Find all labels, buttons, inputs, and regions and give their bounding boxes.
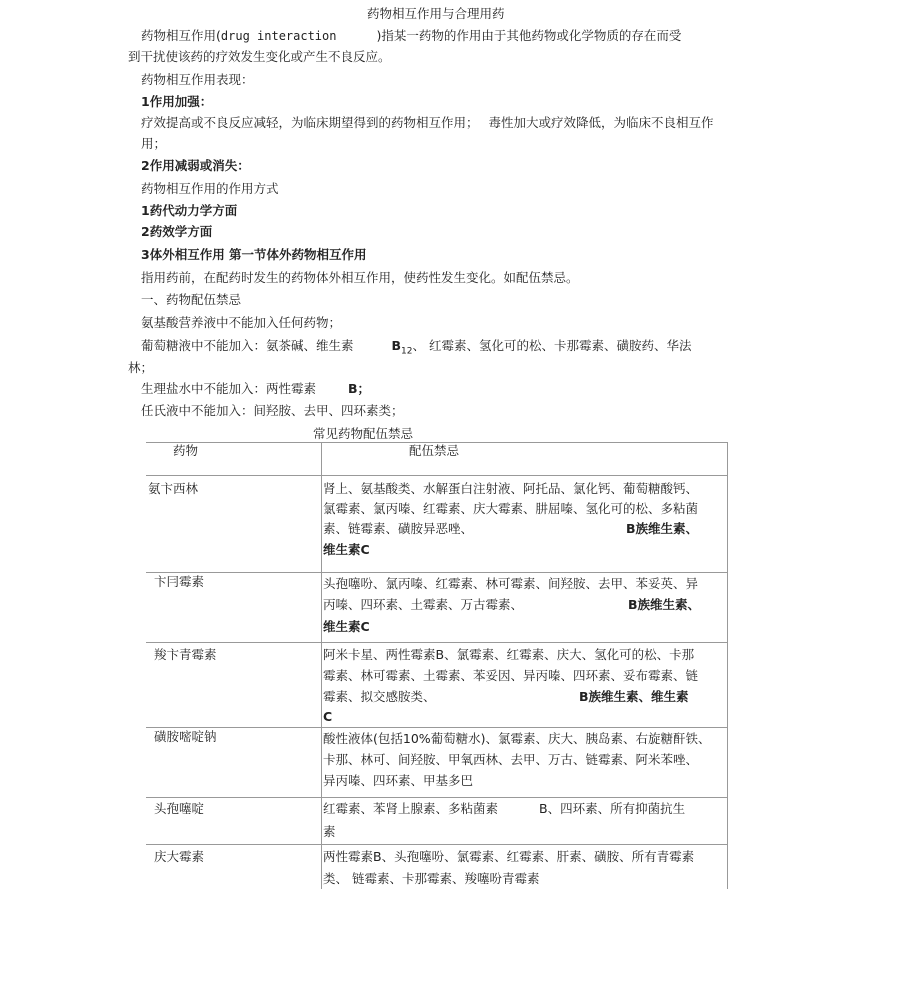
table-row [146, 727, 728, 797]
text-line: 氨基酸营养液中不能加入任何药物； [141, 315, 342, 330]
incompatibility-line: 两性霉素B、头孢噻吩、氯霉素、红霉素、肝素、磺胺、所有青霉素 [323, 849, 695, 864]
text-line: 药物相互作用的作用方式 [141, 181, 279, 196]
text-segment: 、 红霉素、氢化可的松、卡那霉素、磺胺药、华法 [412, 338, 692, 353]
definition-line-2: 到干扰使该药的疗效发生变化或产生不良反应。 [128, 49, 391, 64]
definition-line-1 [141, 28, 681, 44]
drug-name: 磺胺嘧啶钠 [154, 729, 217, 744]
drug-name: 头孢噻啶 [154, 801, 205, 816]
incompatibility-tail: B族维生素、维生素 [579, 689, 689, 704]
incompatibility-line: C [323, 709, 333, 724]
text-line: 药物相互作用表现： [141, 72, 254, 87]
table-caption: 常见药物配伍禁忌 [313, 426, 414, 441]
incompatibility-line: 维生素C [323, 619, 370, 634]
table-row [146, 475, 728, 572]
text-line [141, 381, 370, 397]
drug-name: 庆大霉素 [154, 849, 205, 864]
incompatibility-tail: B族维生素、 [628, 597, 701, 612]
incompatibility-line: 肾上、氨基酸类、水解蛋白注射液、阿托品、氯化钙、葡萄糖酸钙、 [323, 481, 699, 496]
section-heading: 一、药物配伍禁忌 [141, 292, 242, 307]
text-segment: B； [348, 381, 371, 396]
table-row [146, 844, 728, 889]
text-line: 林； [128, 360, 154, 375]
text-line [141, 115, 714, 131]
incompatibility-line: 头孢噻吩、氯丙嗪、红霉素、林可霉素、间羟胺、去甲、苯妥英、异 [323, 576, 699, 591]
text-line [141, 338, 691, 360]
incompatibility-line: 红霉素、苯肾上腺素、多粘菌素 [323, 801, 499, 816]
heading-line: 1作用加强： [141, 94, 213, 109]
incompatibility-line: 素 [323, 824, 336, 839]
incompatibility-line: 霉素、拟交感胺类、 [323, 689, 436, 704]
text-segment: 疗效提高或不良反应减轻，为临床期望得到的药物相互作用； [141, 115, 479, 130]
incompatibility-line: 类、 链霉素、卡那霉素、羧噻吩青霉素 [323, 871, 540, 886]
heading-line: 1药代动力学方面 [141, 203, 238, 218]
heading-line: 3体外相互作用 第一节体外药物相互作用 [141, 247, 367, 262]
header-drug: 药物 [173, 443, 199, 458]
table-row [146, 797, 728, 844]
doc-title: 药物相互作用与合理用药 [367, 6, 505, 21]
definition-term: drug interaction [220, 29, 337, 43]
incompatibility-line: 卡那、林可、间羟胺、甲氧西林、去甲、万古、链霉素、阿米苯唑、 [323, 752, 699, 767]
incompatibility-tail: B族维生素、 [626, 521, 699, 536]
incompatibility-line: 丙嗪、四环素、土霉素、万古霉素、 [323, 597, 524, 612]
incompatibility-line: 异丙嗪、四环素、甲基多巴 [323, 773, 474, 788]
text-line: 任氏液中不能加入：间羟胺、去甲、四环素类； [141, 403, 404, 418]
text-segment: 葡萄糖液中不能加入：氨茶碱、维生素 [141, 338, 354, 353]
incompatibility-line: 酸性液体(包括10%葡萄糖水)、氯霉素、庆大、胰岛素、右旋糖酐铁、 [323, 731, 711, 746]
text-line: 指用药前，在配药时发生的药物体外相互作用，使药性发生变化。如配伍禁忌。 [141, 270, 579, 285]
vitamin-label: B [391, 338, 402, 353]
heading-line: 2药效学方面 [141, 224, 213, 239]
drug-name: 羧卞青霉素 [154, 647, 217, 662]
text-segment: 毒性加大或疗效降低，为临床不良相互作 [488, 115, 714, 130]
vitamin-subscript: 12 [401, 346, 413, 357]
text-segment: 生理盐水中不能加入：两性霉素 [141, 381, 317, 396]
incompatibility-line: 氯霉素、氯丙嗪、红霉素、庆大霉素、肼屈嗪、氢化可的松、多粘菌 [323, 501, 699, 516]
text-line: 用； [141, 136, 167, 151]
incompatibility-line: 阿米卡星、两性霉素B、氯霉素、红霉素、庆大、氢化可的松、卡那 [323, 647, 695, 662]
incompatibility-line: 素、链霉素、磺胺异恶唑、 [323, 521, 474, 536]
table-row [146, 642, 728, 727]
drug-name: 卞冃霉素 [154, 574, 205, 589]
heading-line: 2作用减弱或消失： [141, 158, 250, 173]
incompatibility-table [146, 442, 728, 889]
incompatibility-line: 霉素、林可霉素、土霉素、苯妥因、异丙嗪、四环素、妥布霉素、链 [323, 668, 699, 683]
drug-name: 氨卞西林 [148, 481, 199, 496]
definition-text-b: )指某一药物的作用由于其他药物或化学物质的存在而受 [376, 28, 682, 43]
incompatibility-line: 维生素C [323, 542, 370, 557]
incompatibility-tail: B、四环素、所有抑菌抗生 [539, 801, 686, 816]
header-incompatibility: 配伍禁忌 [409, 443, 460, 458]
table-row [146, 572, 728, 642]
definition-text-a: 药物相互作用( [141, 28, 221, 43]
